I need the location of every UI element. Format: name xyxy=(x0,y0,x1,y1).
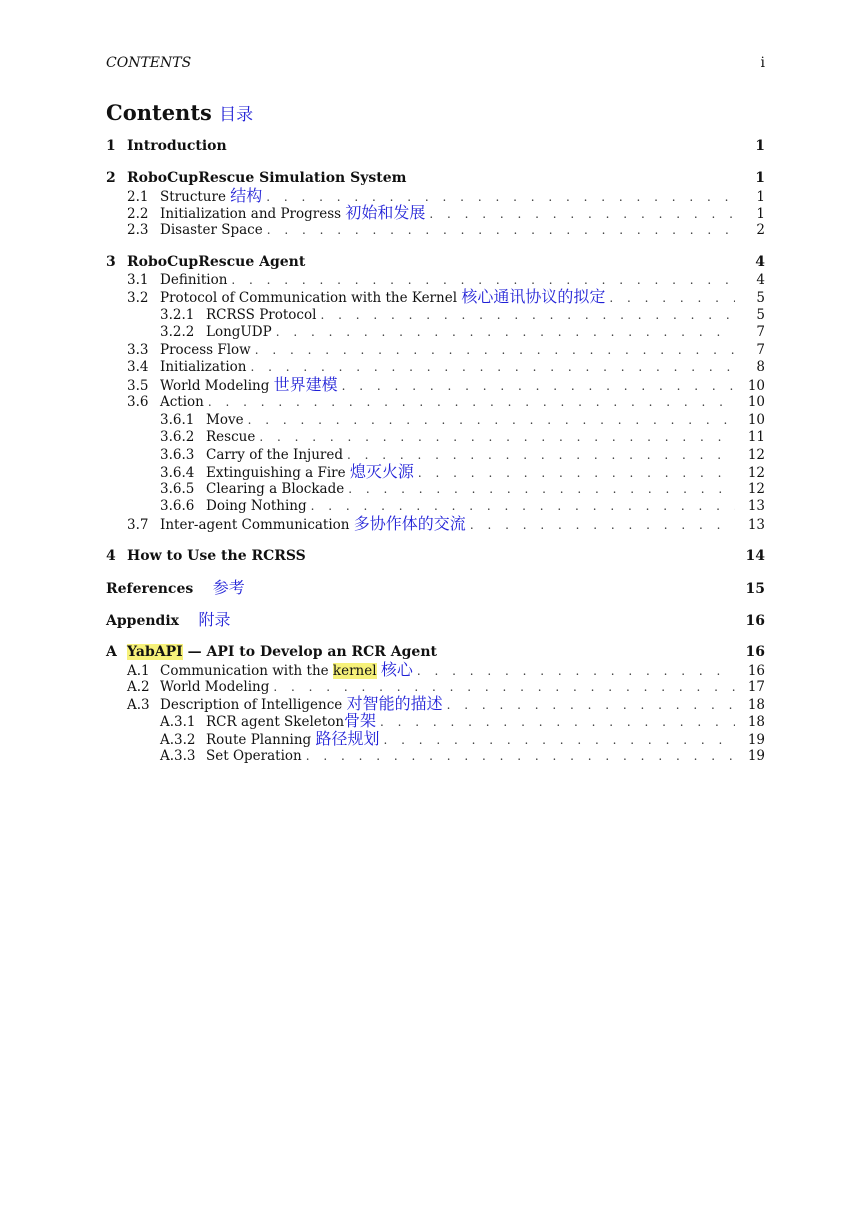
toc-annotation: 骨架 xyxy=(344,711,377,730)
toc-page-number: 17 xyxy=(747,679,765,695)
toc-section-entry[interactable] xyxy=(106,187,765,205)
toc-number: 3.2.1 xyxy=(160,307,195,323)
running-head xyxy=(106,55,765,71)
toc-title: Definition xyxy=(160,272,228,288)
toc-page-number: 1 xyxy=(756,189,765,205)
toc-section-entry[interactable] xyxy=(106,393,765,411)
toc-number: 3.6.3 xyxy=(160,447,195,463)
toc-page-number: 16 xyxy=(745,613,765,629)
toc-number: A xyxy=(106,644,117,660)
toc-page-number: 16 xyxy=(747,663,765,679)
toc-appendix-entry[interactable] xyxy=(106,611,765,629)
toc-references-entry[interactable] xyxy=(106,579,765,597)
toc-page-number: 1 xyxy=(756,206,765,222)
toc-number: 3.3 xyxy=(127,342,149,358)
toc-annotation: 附录 xyxy=(198,610,231,629)
toc-section-entry[interactable] xyxy=(106,221,765,239)
toc-title: Carry of the Injured xyxy=(206,447,344,463)
toc-number: A.3.2 xyxy=(160,732,196,748)
toc-number: 3.6.4 xyxy=(160,465,195,481)
toc-annotation: 世界建模 xyxy=(273,375,338,394)
toc-chapter-entry[interactable] xyxy=(106,253,765,271)
toc-title: How to Use the RCRSS xyxy=(127,548,306,564)
toc-title: Set Operation xyxy=(206,748,302,764)
toc-number: 2.1 xyxy=(127,189,149,205)
toc-subsection-entry[interactable] xyxy=(106,306,765,324)
toc-page-number: 13 xyxy=(747,498,765,514)
toc-page-number: 11 xyxy=(747,429,765,445)
toc-page-number: 13 xyxy=(747,517,765,533)
dot-leader xyxy=(208,393,735,411)
toc-section-entry[interactable] xyxy=(106,288,765,306)
dot-leader xyxy=(380,713,735,731)
toc-annotation: 熄灭火源 xyxy=(349,462,414,481)
highlighted-text: YabAPI xyxy=(127,644,183,660)
highlighted-text: kernel xyxy=(332,663,377,679)
toc-number: 3.6.1 xyxy=(160,412,195,428)
toc-page-number: 10 xyxy=(747,394,765,410)
toc-appendix-chapter-entry[interactable] xyxy=(106,643,765,661)
toc-annotation: 核心 xyxy=(380,660,413,679)
toc-page-number: 12 xyxy=(747,447,765,463)
dot-leader xyxy=(259,428,735,446)
contents-title-annotation: 目录 xyxy=(219,105,254,125)
toc-number: A.1 xyxy=(127,663,150,679)
dot-leader xyxy=(306,747,735,765)
toc-title: Initialization xyxy=(160,359,247,375)
toc-page-number: 14 xyxy=(745,548,765,564)
toc-annotation: 参考 xyxy=(212,578,245,597)
toc-number: A.3.1 xyxy=(160,714,196,730)
toc-title: Move xyxy=(206,412,244,428)
toc-title: Protocol of Communication with the Kernel 核心通讯协议的拟定 xyxy=(160,287,606,306)
toc-number: A.3 xyxy=(127,697,150,713)
toc-title: Communication with the kernel 核心 xyxy=(160,660,413,679)
dot-leader xyxy=(255,341,735,359)
toc-section-entry[interactable] xyxy=(106,695,765,713)
toc-number: A.3.3 xyxy=(160,748,196,764)
toc-page-number: 19 xyxy=(747,748,765,764)
toc-number: 3 xyxy=(106,254,116,270)
dot-leader xyxy=(311,497,735,515)
toc-title: Process Flow xyxy=(160,342,251,358)
toc-number: 3.2 xyxy=(127,290,149,306)
toc-page-number: 5 xyxy=(756,307,765,323)
toc-number: 3.1 xyxy=(127,272,149,288)
toc-title: Action xyxy=(160,394,204,410)
toc-title: RoboCupRescue Agent xyxy=(127,254,306,270)
toc-subsection-entry[interactable] xyxy=(106,747,765,765)
toc-number: 1 xyxy=(106,138,116,154)
toc-annotation: 多协作体的交流 xyxy=(353,514,466,533)
toc-number: 3.6.5 xyxy=(160,481,195,497)
toc-page-number: 1 xyxy=(755,170,765,186)
toc-title: World Modeling xyxy=(160,679,270,695)
toc-subsection-entry[interactable] xyxy=(106,730,765,748)
toc-number: 4 xyxy=(106,548,116,564)
toc-page-number: 10 xyxy=(747,378,765,394)
toc-page-number: 10 xyxy=(747,412,765,428)
toc-annotation: 对智能的描述 xyxy=(346,694,443,713)
toc-annotation: 结构 xyxy=(230,186,263,205)
toc-section-entry[interactable] xyxy=(106,341,765,359)
toc-number: 3.5 xyxy=(127,378,149,394)
toc-page-number: 5 xyxy=(756,290,765,306)
toc-chapter-entry[interactable] xyxy=(106,169,765,187)
toc-title: Appendix 附录 xyxy=(106,610,231,629)
toc-title: RCR agent Skeleton骨架 xyxy=(206,711,377,730)
toc-title: Inter-agent Communication 多协作体的交流 xyxy=(160,514,466,533)
contents-title xyxy=(106,100,253,125)
toc-subsection-entry[interactable] xyxy=(106,712,765,730)
toc-number: 3.2.2 xyxy=(160,324,195,340)
toc-number: 3.7 xyxy=(127,517,149,533)
toc-number: 3.6.2 xyxy=(160,429,195,445)
toc-title: References 参考 xyxy=(106,578,245,597)
toc-page-number: 19 xyxy=(747,732,765,748)
toc-chapter-entry[interactable] xyxy=(106,547,765,565)
toc-number: 2.2 xyxy=(127,206,149,222)
dot-leader xyxy=(273,678,735,696)
toc-annotation: 核心通讯协议的拟定 xyxy=(461,287,606,306)
toc-title: Clearing a Blockade xyxy=(206,481,345,497)
dot-leader xyxy=(267,221,735,239)
toc-section-entry[interactable] xyxy=(106,376,765,394)
dot-leader xyxy=(609,289,735,307)
toc-subsection-entry[interactable] xyxy=(106,480,765,498)
toc-title: YabAPI — API to Develop an RCR Agent xyxy=(127,644,437,660)
toc-page-number: 4 xyxy=(755,254,765,270)
toc-title: World Modeling 世界建模 xyxy=(160,375,338,394)
running-head-page-number: i xyxy=(760,55,765,71)
toc-section-entry[interactable] xyxy=(106,271,765,289)
toc-page-number: 16 xyxy=(745,644,765,660)
toc-title: Doing Nothing xyxy=(206,498,307,514)
running-head-title: CONTENTS xyxy=(106,55,192,71)
toc-title: Introduction xyxy=(127,138,227,154)
toc-title: Description of Intelligence 对智能的描述 xyxy=(160,694,443,713)
toc-annotation: 路径规划 xyxy=(315,729,380,748)
toc-title: Disaster Space xyxy=(160,222,263,238)
toc-page-number: 4 xyxy=(756,272,765,288)
dot-leader xyxy=(276,323,735,341)
toc-section-entry[interactable] xyxy=(106,661,765,679)
toc-section-entry[interactable] xyxy=(106,358,765,376)
toc-title: Extinguishing a Fire 熄灭火源 xyxy=(206,462,414,481)
toc-number: 2 xyxy=(106,170,116,186)
toc-title: Route Planning 路径规划 xyxy=(206,729,380,748)
toc-number: A.2 xyxy=(127,679,150,695)
dot-leader xyxy=(320,306,735,324)
toc-annotation: 初始和发展 xyxy=(345,203,426,222)
toc-subsection-entry[interactable] xyxy=(106,463,765,481)
toc-page-number: 7 xyxy=(756,324,765,340)
toc-chapter-entry[interactable] xyxy=(106,137,765,155)
dot-leader xyxy=(248,411,735,429)
toc-page-number: 1 xyxy=(755,138,765,154)
dot-leader xyxy=(470,516,735,534)
toc-subsection-entry[interactable] xyxy=(106,428,765,446)
toc-page-number: 7 xyxy=(756,342,765,358)
toc-subsection-entry[interactable] xyxy=(106,411,765,429)
toc-number: 3.6.6 xyxy=(160,498,195,514)
toc-title: Rescue xyxy=(206,429,256,445)
toc-subsection-entry[interactable] xyxy=(106,323,765,341)
toc-number: 3.4 xyxy=(127,359,149,375)
toc-section-entry[interactable] xyxy=(106,515,765,533)
toc-page-number: 2 xyxy=(756,222,765,238)
toc-title: Initialization and Progress 初始和发展 xyxy=(160,203,426,222)
toc-title: Structure 结构 xyxy=(160,186,263,205)
toc-section-entry[interactable] xyxy=(106,204,765,222)
toc-subsection-entry[interactable] xyxy=(106,497,765,515)
toc-number: 3.6 xyxy=(127,394,149,410)
dot-leader xyxy=(251,358,736,376)
toc-page-number: 15 xyxy=(745,581,765,597)
toc-title: LongUDP xyxy=(206,324,272,340)
toc-page-number: 18 xyxy=(747,697,765,713)
contents-title-text: Contents xyxy=(106,100,212,125)
toc-title: RoboCupRescue Simulation System xyxy=(127,170,407,186)
toc-number: 2.3 xyxy=(127,222,149,238)
toc-page-number: 12 xyxy=(747,465,765,481)
toc-subsection-entry[interactable] xyxy=(106,446,765,464)
toc-page-number: 12 xyxy=(747,481,765,497)
toc-page-number: 18 xyxy=(747,714,765,730)
toc-title: RCRSS Protocol xyxy=(206,307,317,323)
toc-page-number: 8 xyxy=(756,359,765,375)
dot-leader xyxy=(348,480,735,498)
